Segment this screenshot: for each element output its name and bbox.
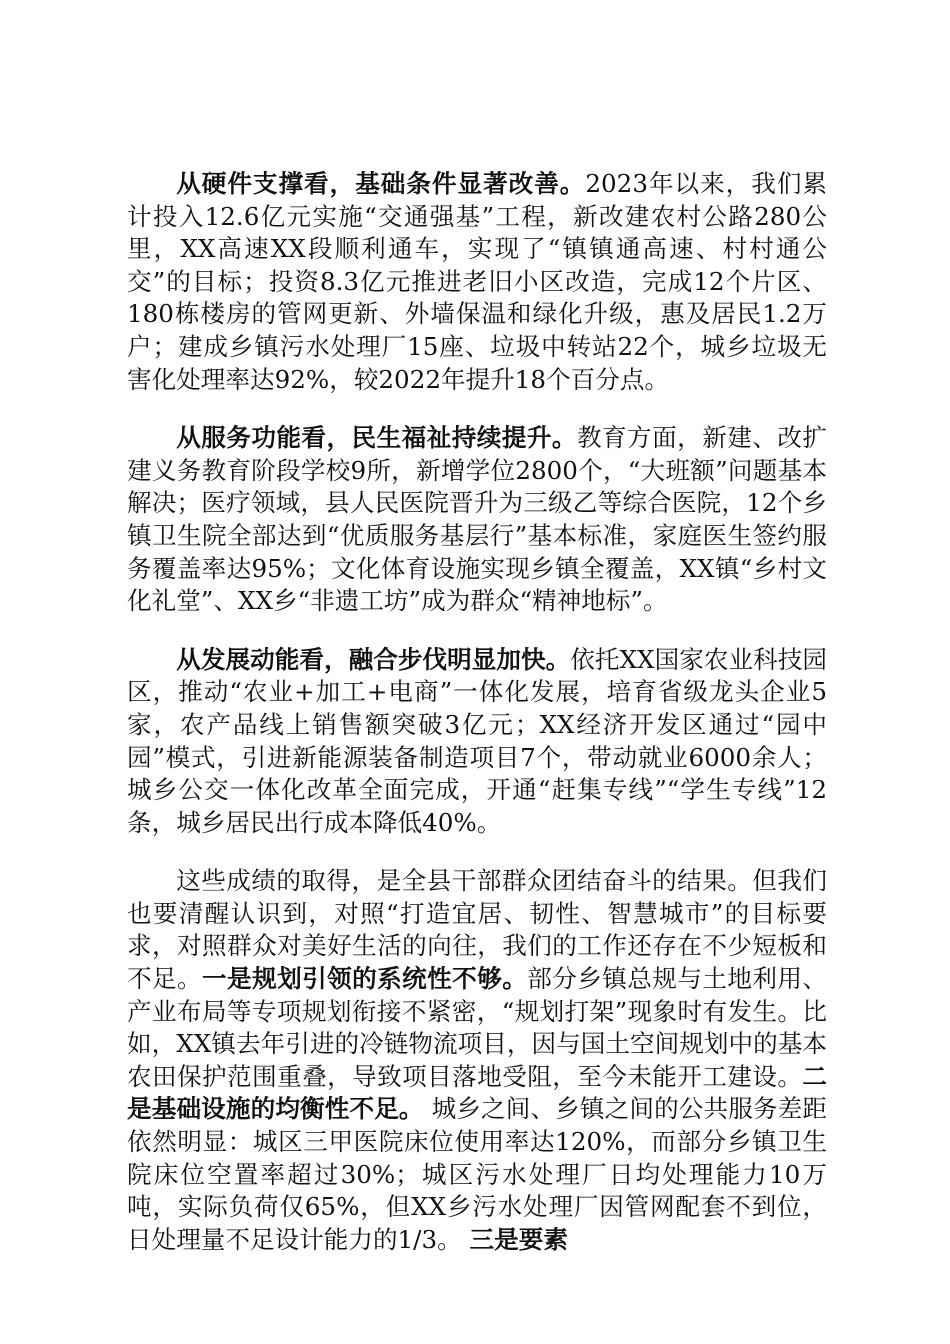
paragraph-services — [127, 422, 827, 618]
paragraph-lead: 从发展动能看，融合步伐明显加快。 — [176, 644, 571, 674]
paragraph-shortcomings — [127, 865, 827, 1256]
point-one-heading: 一是规划引领的系统性不够。 — [202, 964, 528, 994]
paragraph-development — [127, 644, 827, 840]
paragraph-text: 教育方面，新建、改扩建义务教育阶段学校9所，新增学位2800个，“大班额”问题基本解决；医疗领域，县人民医院晋升为三级乙等综合医院，12个乡镇卫生院全部达到“优质服务基层行”基本标准，家庭医生签约服务覆盖率达95%；文化体育设施实现乡镇全覆盖，XX镇“乡村文化礼堂”、XX乡“非遗工坊”成为群众“精神地标”。 — [127, 423, 827, 616]
point-three-heading: 三是要素 — [469, 1224, 568, 1254]
paragraph-lead: 从服务功能看，民生福祉持续提升。 — [176, 423, 577, 453]
paragraph-lead: 从硬件支撑看，基础条件显著改善。 — [176, 169, 586, 198]
point-two-heading: 二是基础设施的均衡性不足。 — [127, 1061, 827, 1124]
paragraph-text: 2023年以来，我们累计投入12.6亿元实施“交通强基”工程，新改建农村公路280公里，XX高速XX段顺利通车，实现了“镇镇通高速、村村通公交”的目标；投资8.3亿元推进老旧小区改造，完成12个片区、180栋楼房的管网更新、外墙保温和绿化升级，惠及居民1.2万户；建成乡镇污水处理厂15座、垃圾中转站22个，城乡垃圾无害化处理率达92%，较2022年提升18个百分点。 — [127, 169, 827, 394]
point-two-text: 城乡之间、乡镇之间的公共服务差距依然明显：城区三甲医院床位使用率达120%，而部分乡镇卫生院床位空置率超过30%；城区污水处理厂日均处理能力10万吨，实际负荷仅65%，但XX乡污水处理厂因管网配套不到位，日处理量不足设计能力的1/3。 — [127, 1094, 827, 1254]
paragraph-hardware — [127, 168, 827, 396]
document-page — [127, 168, 827, 1256]
paragraph-intro: 这些成绩的取得，是全县干部群众团结奋斗的结果。但我们也要清醒认识到，对照“打造宜居、韧性、智慧城市”的目标要求，对照群众对美好生活的向往，我们的工作还存在不少短板和不足。 — [127, 866, 827, 994]
paragraph-text: 依托XX国家农业科技园区，推动“农业+加工+电商”一体化发展，培育省级龙头企业5家，农产品线上销售额突破3亿元；XX经济开发区通过“园中园”模式，引进新能源装备制造项目7个，带动就业6000余人；城乡公交一体化改革全面完成，开通“赶集专线”“学生专线”12条，城乡居民出行成本降低40%。 — [127, 644, 827, 837]
point-one-text: 部分乡镇总规与土地利用、产业布局等专项规划衔接不紧密，“规划打架”现象时有发生。比如，XX镇去年引进的冷链物流项目，因与国土空间规划中的基本农田保护范围重叠，导致项目落地受阻，至今未能开工建设。 — [127, 964, 827, 1091]
